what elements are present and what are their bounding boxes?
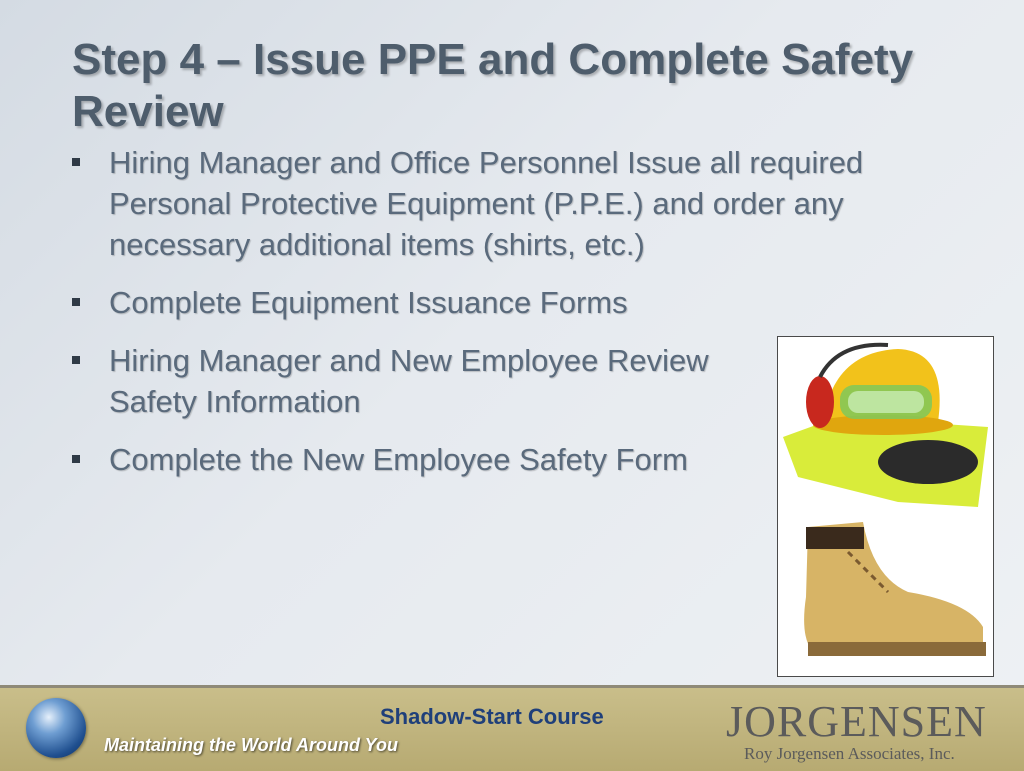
ppe-photo [777,336,994,677]
work-boot-icon [804,522,986,656]
company-name: JORGENSEN [726,697,987,746]
gloves-icon [878,440,978,484]
bullet-text: Complete Equipment Issuance Forms [109,285,628,320]
bullet-text: Hiring Manager and Office Personnel Issue all required Personal Protective Equipment (P.P.E.) and order any necessary additional items (shirts, etc.) [109,145,864,262]
bullet-marker [72,455,80,463]
bullet-marker [72,356,80,364]
bullet-item [72,340,779,422]
bullet-marker [72,298,80,306]
company-subtitle: Roy Jorgensen Associates, Inc. [744,744,955,763]
bullet-item [72,282,952,323]
company-logo [726,697,987,764]
bullet-marker [72,158,80,166]
globe-icon [26,698,86,758]
ear-muffs-icon [806,376,834,428]
course-title: Shadow-Start Course [380,704,604,729]
bullet-text: Hiring Manager and New Employee Review Safety Information [109,343,709,419]
footer-band [0,685,1024,771]
bullet-item [72,142,952,265]
slide-title: Step 4 – Issue PPE and Complete Safety Review [72,35,914,136]
bullet-text: Complete the New Employee Safety Form [109,442,688,477]
footer-tagline: Maintaining the World Around You [104,735,398,755]
